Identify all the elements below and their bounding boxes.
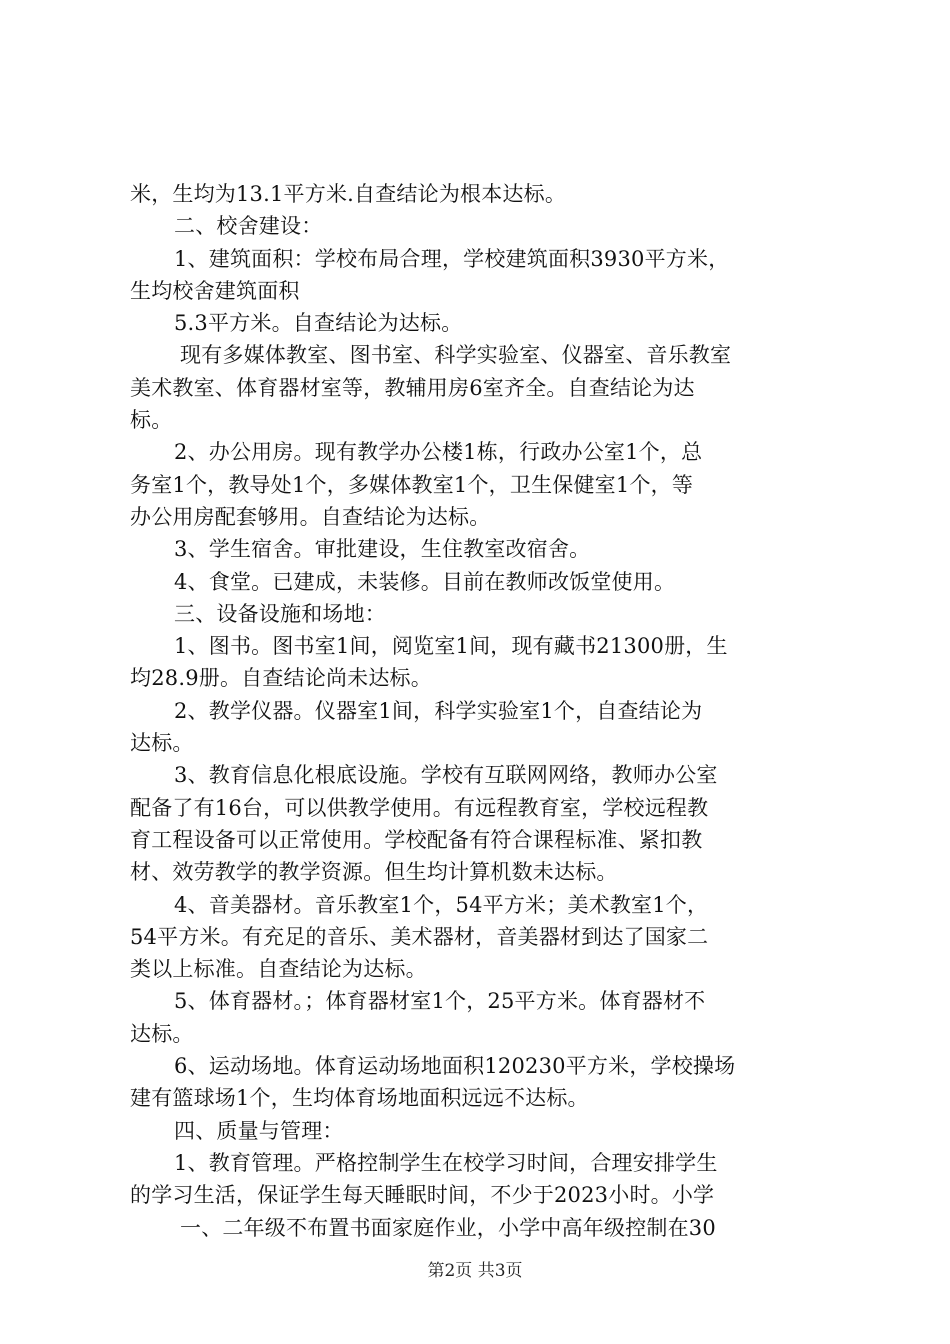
text-line: 美术教室、体育器材室等，教辅用房6室齐全。自查结论为达: [130, 375, 695, 400]
text-line: 一、二年级不布置书面家庭作业，小学中高年级控制在30: [180, 1215, 716, 1240]
text-line: 5、体育器材。；体育器材室1个，25平方米。体育器材不: [174, 989, 706, 1014]
text-line: 务室1个，教导处1个，多媒体教室1个，卫生保健室1个，等: [130, 472, 694, 497]
text-line: 均28.9册。自查结论尚未达标。: [130, 666, 432, 691]
text-line: 5.3平方米。自查结论为达标。: [174, 311, 463, 336]
text-line: 类以上标准。自查结论为达标。: [130, 957, 427, 982]
document-body: [130, 178, 830, 1244]
text-line: 办公用房配套够用。自查结论为达标。: [130, 504, 491, 529]
text-line: 3、教育信息化根底设施。学校有互联网网络，教师办公室: [174, 763, 718, 788]
section-heading: 二、校舍建设：: [174, 214, 323, 239]
text-line: 的学习生活，保证学生每天睡眠时间，不少于2023小时。小学: [130, 1183, 715, 1208]
text-line: 2、办公用房。现有教学办公楼1栋，行政办公室1个，总: [174, 440, 703, 465]
section-heading: 三、设备设施和场地：: [174, 601, 386, 626]
text-line: 标。: [130, 408, 173, 433]
text-line: 材、效劳教学的教学资源。但生均计算机数未达标。: [130, 860, 618, 885]
text-line: 54平方米。有充足的音乐、美术器材，音美器材到达了国家二: [130, 924, 709, 949]
text-line: 4、音美器材。音乐教室1个，54平方米；美术教室1个，: [174, 892, 709, 917]
page-number-footer: 第2页 共3页: [427, 1261, 523, 1281]
text-line: 配备了有16台，可以供教学使用。有远程教育室，学校远程教: [130, 795, 709, 820]
text-line: 4、食堂。已建成，未装修。目前在教师改饭堂使用。: [174, 569, 676, 594]
text-line: 育工程设备可以正常使用。学校配备有符合课程标准、紧扣教: [130, 827, 703, 852]
text-line: 3、学生宿舍。审批建设，生住教室改宿舍。: [174, 537, 591, 562]
text-line: 达标。: [130, 731, 194, 756]
text-line: 1、图书。图书室1间，阅览室1间，现有藏书21300册，生: [174, 634, 728, 659]
text-line: 1、建筑面积：学校布局合理，学校建筑面积3930平方米，: [174, 246, 730, 271]
text-line: 达标。: [130, 1021, 194, 1046]
text-line: 现有多媒体教室、图书室、科学实验室、仪器室、音乐教室: [180, 343, 732, 368]
text-line: 米，生均为13.1平方米.自查结论为根本达标。: [130, 182, 567, 206]
section-heading: 四、质量与管理：: [174, 1118, 344, 1143]
text-line: 2、教学仪器。仪器室1间，科学实验室1个，自查结论为: [174, 698, 703, 723]
text-line: 6、运动场地。体育运动场地面积120230平方米，学校操场: [174, 1054, 736, 1079]
text-line: 1、教育管理。严格控制学生在校学习时间，合理安排学生: [174, 1150, 718, 1175]
text-line: 生均校舍建筑面积: [130, 278, 300, 303]
text-line: 建有篮球场1个，生均体育场地面积远远不达标。: [130, 1086, 589, 1111]
